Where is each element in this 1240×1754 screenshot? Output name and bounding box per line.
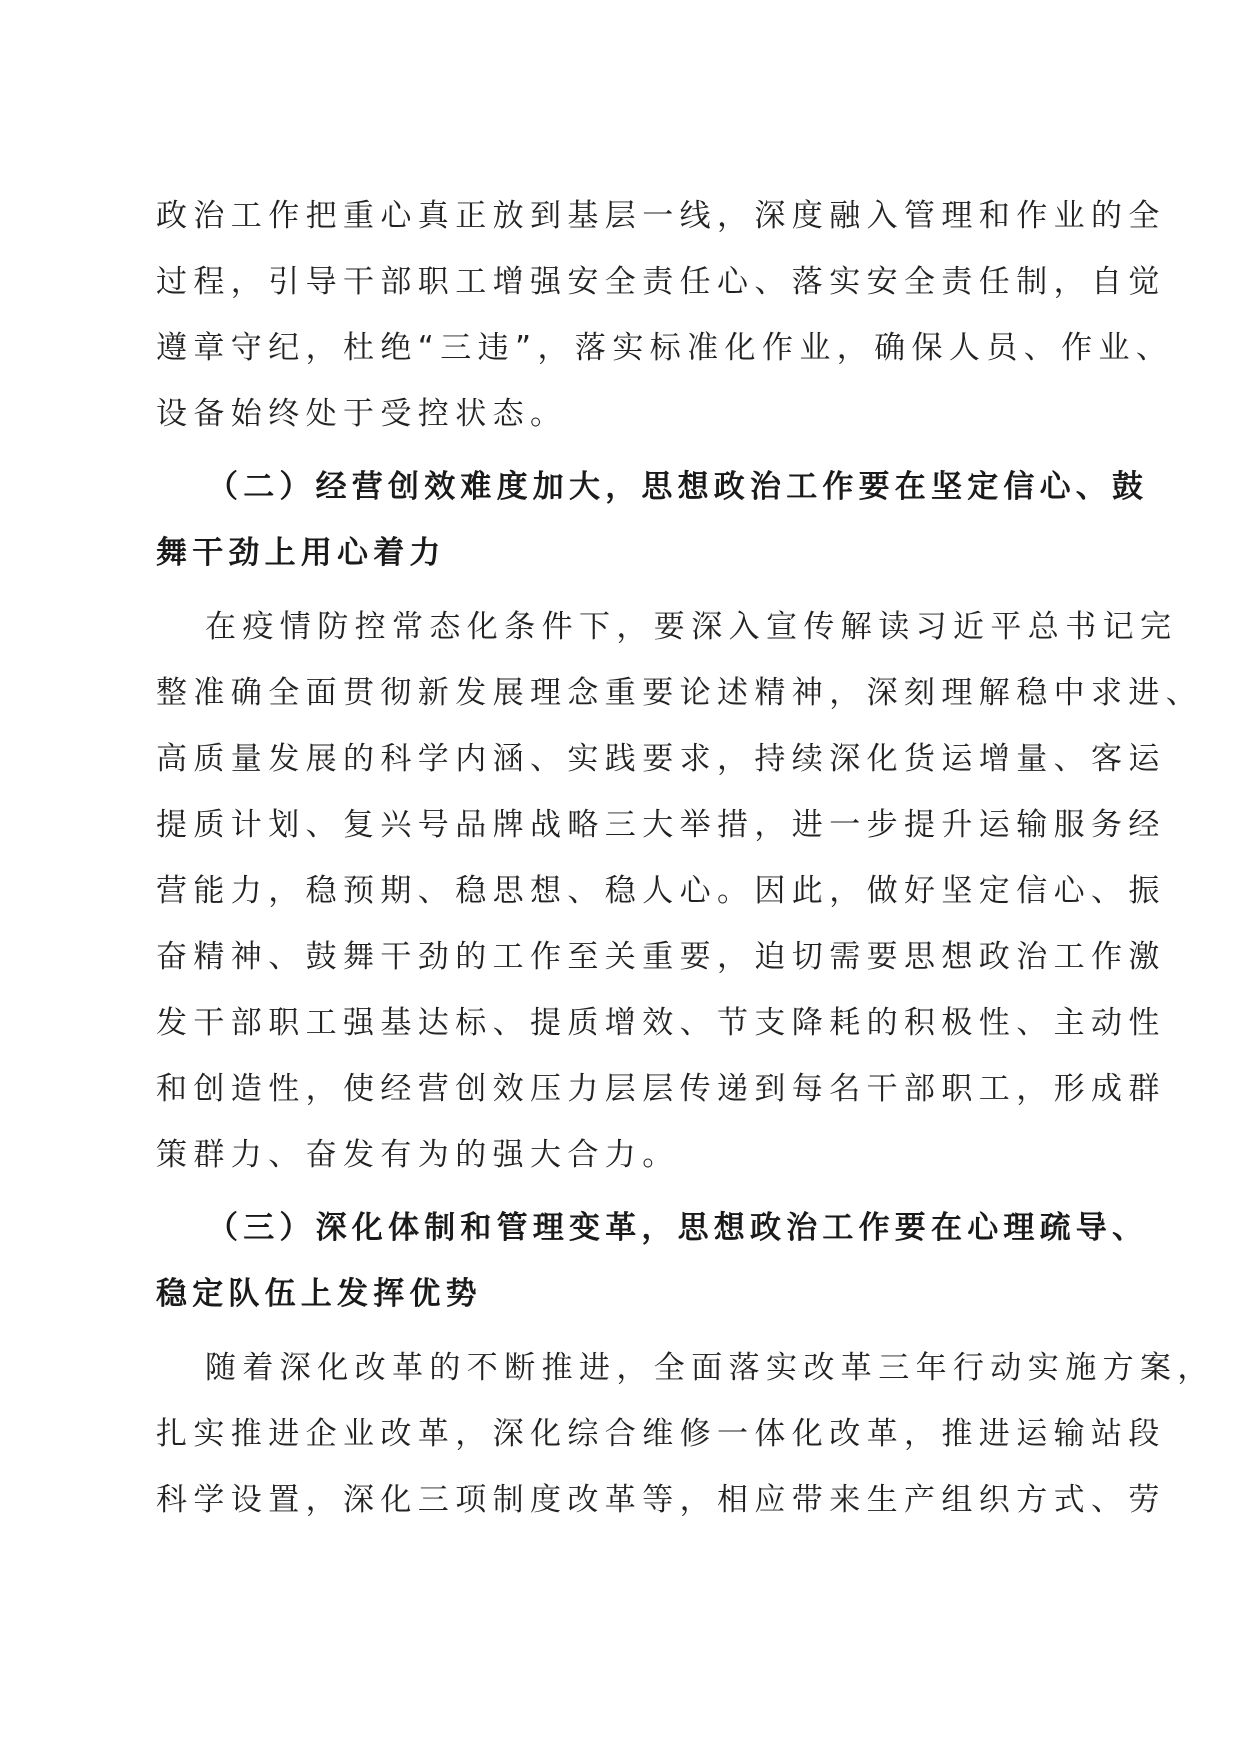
paragraph-3-line-1: 随着深化改革的不断推进，全面落实改革三年行动实施方案， — [205, 1350, 1215, 1386]
paragraph-1-line-4: 设备始终处于受控状态。 — [156, 396, 568, 432]
section-heading-2-line-2: 舞干劲上用心着力 — [156, 535, 446, 571]
paragraph-2-line-2: 整准确全面贯彻新发展理念重要论述精神，深刻理解稳中求进、 — [156, 675, 1204, 711]
paragraph-2-line-5: 营能力，稳预期、稳思想、稳人心。因此，做好坚定信心、振 — [156, 873, 1166, 909]
paragraph-1-line-2: 过程，引导干部职工增强安全责任心、落实安全责任制，自觉 — [156, 264, 1166, 300]
paragraph-3-line-3: 科学设置，深化三项制度改革等，相应带来生产组织方式、劳 — [156, 1482, 1166, 1518]
paragraph-2-line-3: 高质量发展的科学内涵、实践要求，持续深化货运增量、客运 — [156, 741, 1166, 777]
paragraph-1-line-3: 遵章守纪，杜绝“三违”，落实标准化作业，确保人员、作业、 — [156, 330, 1174, 366]
section-heading-2-line-1: （二）经营创效难度加大，思想政治工作要在坚定信心、鼓 — [207, 469, 1149, 505]
paragraph-2-line-1: 在疫情防控常态化条件下，要深入宣传解读习近平总书记完 — [205, 609, 1178, 645]
paragraph-2-line-9: 策群力、奋发有为的强大合力。 — [156, 1137, 680, 1173]
section-heading-3-line-1: （三）深化体制和管理变革，思想政治工作要在心理疏导、 — [207, 1210, 1149, 1246]
paragraph-2-line-8: 和创造性，使经营创效压力层层传递到每名干部职工，形成群 — [156, 1071, 1166, 1107]
paragraph-2-line-7: 发干部职工强基达标、提质增效、节支降耗的积极性、主动性 — [156, 1005, 1166, 1041]
paragraph-3-line-2: 扎实推进企业改革，深化综合维修一体化改革，推进运输站段 — [156, 1416, 1166, 1452]
section-heading-3-line-2: 稳定队伍上发挥优势 — [156, 1276, 482, 1312]
paragraph-2-line-6: 奋精神、鼓舞干劲的工作至关重要，迫切需要思想政治工作激 — [156, 939, 1166, 975]
paragraph-1-line-1: 政治工作把重心真正放到基层一线，深度融入管理和作业的全 — [156, 198, 1166, 234]
paragraph-2-line-4: 提质计划、复兴号品牌战略三大举措，进一步提升运输服务经 — [156, 807, 1166, 843]
